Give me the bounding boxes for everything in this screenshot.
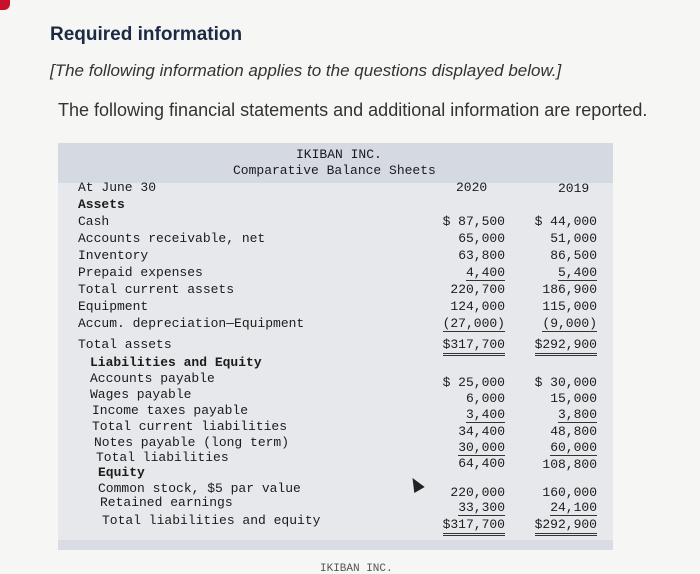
row-label: Total current liabilities: [92, 419, 288, 434]
row-label: Total assets: [78, 337, 172, 352]
row-label: Inventory: [78, 248, 149, 263]
cell-2019: 24,100: [550, 500, 597, 515]
row-label: Total liabilities and equity: [102, 513, 321, 528]
cell-2019: (9,000): [542, 316, 597, 331]
cell-2019: 86,500: [550, 248, 597, 263]
row-label: Accum. depreciation—Equipment: [78, 316, 305, 331]
date-label: At June 30: [78, 180, 157, 195]
cell-2019: 160,000: [542, 485, 597, 500]
row-label: Notes payable (long term): [94, 435, 290, 450]
cell-2019: $292,900: [535, 337, 597, 356]
row-label: Cash: [78, 214, 110, 229]
cell-2020: $ 25,000: [442, 375, 505, 390]
balance-sheet: [58, 143, 613, 543]
section-liabilities-equity: Liabilities and Equity: [90, 355, 262, 370]
cell-2020: 124,000: [450, 299, 505, 314]
cell-2020: 4,400: [465, 265, 505, 280]
row-label: Common stock, $5 par value: [98, 481, 301, 496]
row-label: Retained earnings: [100, 495, 233, 510]
cell-2020: 6,000: [465, 391, 505, 406]
cell-2020: 220,000: [450, 485, 505, 500]
cell-2020: (27,000): [442, 316, 505, 331]
next-sheet-band: [58, 540, 613, 550]
row-label: Wages payable: [90, 387, 192, 402]
info-note: [The following information applies to the questions displayed below.]: [50, 61, 562, 80]
row-label: Prepaid expenses: [78, 265, 203, 280]
statement-title: Comparative Balance Sheets: [233, 163, 436, 178]
cell-2020: 30,000: [458, 440, 505, 455]
cell-2019: 186,900: [542, 282, 597, 297]
cell-2019: $292,900: [535, 517, 597, 536]
row-label: Accounts receivable, net: [78, 231, 266, 246]
company-name: IKIBAN INC.: [296, 147, 382, 162]
cell-2019: $ 44,000: [534, 214, 597, 229]
cell-2019: 3,800: [557, 407, 597, 422]
cell-2019: 51,000: [550, 231, 597, 246]
intro-text: The following financial statements and additional information are reported.: [58, 100, 648, 120]
cell-2019: 48,800: [550, 424, 597, 439]
row-label: Total current assets: [78, 282, 235, 297]
cell-2020: 63,800: [458, 248, 505, 263]
section-assets: Assets: [78, 197, 125, 212]
cell-2020: $317,700: [443, 517, 505, 536]
cell-2019: 108,800: [542, 457, 597, 472]
cell-2020: $317,700: [443, 337, 505, 356]
row-label: Total liabilities: [96, 450, 229, 465]
year-2020-header: 2020: [456, 180, 488, 195]
cell-2020: $ 87,500: [442, 214, 505, 229]
section-equity: Equity: [98, 465, 145, 480]
row-label: Income taxes payable: [92, 403, 249, 418]
cell-2019: 5,400: [557, 265, 597, 280]
corner-marker: [0, 0, 10, 10]
row-label: Equipment: [78, 299, 149, 314]
cell-2019: 60,000: [550, 440, 597, 455]
cell-2019: 15,000: [550, 391, 597, 406]
cell-2020: 65,000: [458, 231, 505, 246]
cell-2019: 115,000: [542, 299, 597, 314]
year-2019-header: 2019: [558, 181, 590, 196]
page-title: Required information: [50, 24, 243, 45]
cell-2020: 64,400: [458, 456, 505, 471]
cell-2020: 34,400: [458, 424, 505, 439]
row-label: Accounts payable: [90, 371, 215, 386]
cell-2020: 220,700: [450, 282, 505, 297]
cell-2020: 3,400: [465, 407, 505, 422]
next-sheet-title: IKIBAN INC.: [320, 563, 393, 572]
cell-2020: 33,300: [458, 500, 505, 515]
cell-2019: $ 30,000: [534, 375, 597, 390]
